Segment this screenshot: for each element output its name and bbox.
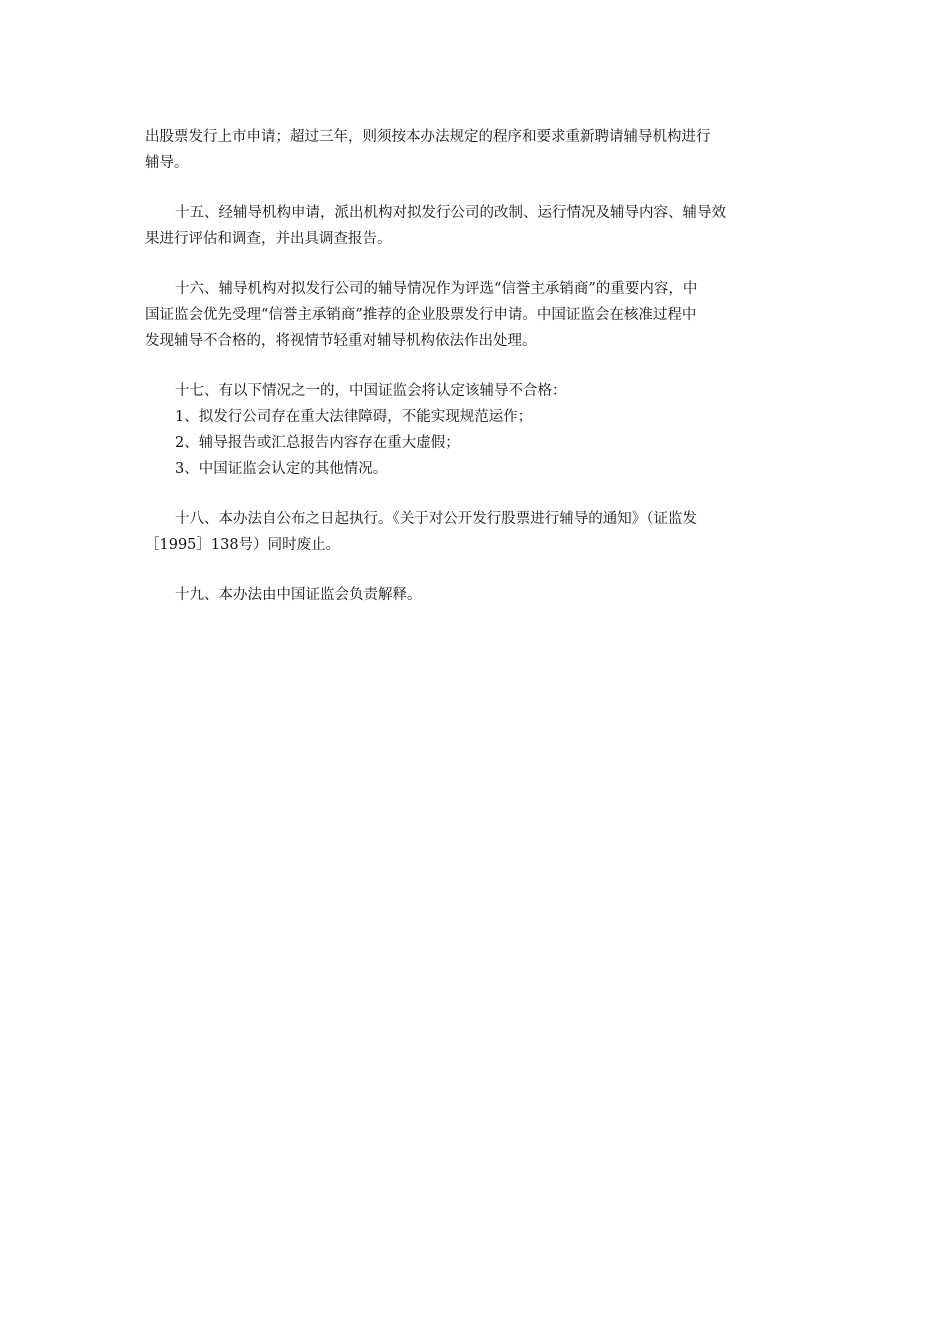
text-line: 十六、辅导机构对拟发行公司的辅导情况作为评选“信誉主承销商”的重要内容，中 <box>175 281 698 297</box>
text-line: 辅导。 <box>145 155 189 171</box>
text-line: 出股票发行上市申请；超过三年，则须按本办法规定的程序和要求重新聘请辅导机构进行 <box>145 129 711 145</box>
paragraph-gap <box>145 354 809 378</box>
text-line: 发现辅导不合格的，将视情节轻重对辅导机构依法作出处理。 <box>145 333 537 349</box>
article-19 <box>145 582 809 608</box>
list-item: 1、拟发行公司存在重大法律障碍，不能实现规范运作； <box>175 409 533 425</box>
text-line: 十五、经辅导机构申请，派出机构对拟发行公司的改制、运行情况及辅导内容、辅导效 <box>175 205 726 221</box>
paragraph-gap <box>145 482 809 506</box>
paragraph-continued <box>145 124 809 176</box>
paragraph-gap <box>145 252 809 276</box>
document-body <box>145 124 809 608</box>
article-18 <box>145 506 809 558</box>
text-line: 十九、本办法由中国证监会负责解释。 <box>175 587 422 603</box>
list-item: 2、辅导报告或汇总报告内容存在重大虚假； <box>175 435 460 451</box>
paragraph-gap <box>145 176 809 200</box>
text-line: 国证监会优先受理“信誉主承销商”推荐的企业股票发行申请。中国证监会在核准过程中 <box>145 307 697 323</box>
text-line: ［1995］138号）同时废止。 <box>145 537 341 553</box>
article-17 <box>145 378 809 482</box>
text-line: 十八、本办法自公布之日起执行。《关于对公开发行股票进行辅导的通知》（证监发 <box>175 511 697 527</box>
paragraph-gap <box>145 558 809 582</box>
list-item: 3、中国证监会认定的其他情况。 <box>175 461 388 477</box>
text-line: 果进行评估和调查，并出具调查报告。 <box>145 231 392 247</box>
article-17-intro: 十七、有以下情况之一的，中国证监会将认定该辅导不合格： <box>175 383 567 399</box>
article-15 <box>145 200 809 252</box>
article-16 <box>145 276 809 354</box>
